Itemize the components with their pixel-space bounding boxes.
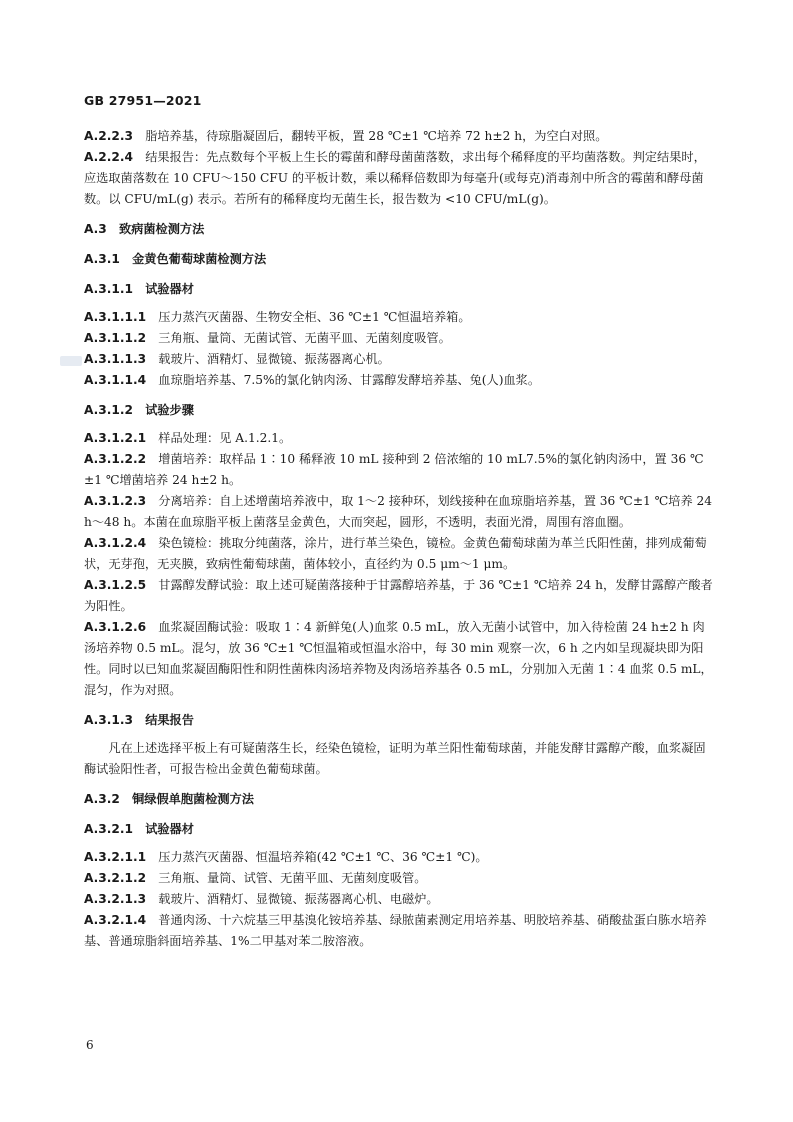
body-paragraph — [84, 738, 716, 780]
clause-item — [84, 868, 716, 889]
clause-number: A.3.1 — [84, 252, 120, 266]
clause-text: 甘露醇发酵试验：取上述可疑菌落接种于甘露醇培养基，于 36 ℃±1 ℃培养 24 h，发酵甘露醇产酸者为阳性。 — [84, 578, 713, 613]
clause-number: A.3.2.1.2 — [84, 871, 147, 885]
spacer — [84, 840, 716, 847]
clause-text: 凡在上述选择平板上有可疑菌落生长，经染色镜检，证明为革兰阳性葡萄球菌，并能发酵甘露醇产酸，血浆凝固酶试验阳性者，可报告检出金黄色葡萄球菌。 — [84, 741, 706, 776]
clause-text: 压力蒸汽灭菌器、恒温培养箱(42 ℃±1 ℃、36 ℃±1 ℃)。 — [158, 850, 488, 864]
spacer — [84, 240, 716, 249]
clause-text: 样品处理：见 A.1.2.1。 — [158, 431, 292, 445]
clause-item — [84, 889, 716, 910]
heading-text: 试验器材 — [145, 282, 194, 296]
clause-item — [84, 126, 716, 147]
clause-number: A.3.1.1.2 — [84, 331, 147, 345]
clause-item — [84, 370, 716, 391]
clause-text: 脂培养基，待琼脂凝固后，翻转平板，置 28 ℃±1 ℃培养 72 h±2 h，为空白对照。 — [145, 129, 608, 143]
clause-number: A.3.1.2.5 — [84, 578, 147, 592]
clause-number: A.3.1.2.6 — [84, 620, 147, 634]
clause-item — [84, 910, 716, 952]
clause-item — [84, 328, 716, 349]
spacer — [84, 421, 716, 428]
document-body — [84, 126, 716, 952]
clause-text: 载玻片、酒精灯、显微镜、振荡器离心机。 — [158, 352, 390, 366]
clause-item — [84, 491, 716, 533]
heading-text: 试验步骤 — [145, 403, 194, 417]
clause-number: A.3.1.1.3 — [84, 352, 147, 366]
clause-item — [84, 449, 716, 491]
section-heading — [84, 710, 716, 731]
clause-number: A.3.1.2.1 — [84, 431, 147, 445]
clause-number: A.3.1.2.3 — [84, 494, 147, 508]
clause-item — [84, 533, 716, 575]
clause-number: A.2.2.3 — [84, 129, 133, 143]
spacer — [84, 810, 716, 819]
clause-number: A.3.2.1 — [84, 822, 133, 836]
clause-number: A.2.2.4 — [84, 150, 133, 164]
section-heading — [84, 789, 716, 810]
clause-number: A.3.1.1 — [84, 282, 133, 296]
heading-text: 铜绿假单胞菌检测方法 — [132, 792, 254, 806]
spacer — [84, 780, 716, 789]
clause-item — [84, 617, 716, 701]
spacer — [84, 701, 716, 710]
clause-item — [84, 147, 716, 210]
clause-text: 血浆凝固酶试验：吸取 1∶4 新鲜兔(人)血浆 0.5 mL，放入无菌小试管中，加入待检菌 24 h±2 h 肉汤培养物 0.5 mL。混匀，放 36 ℃±1 ℃恒温箱或恒温水浴中，每 30 min 观察一次，6 h 之内如呈现凝块即为阳性。同时以已知血浆凝固酶阳性和阴性菌株肉汤培养物及肉汤培养基各 0.5 mL，分别加入无菌 1∶4 血浆 0.5 mL，混匀，作为对照。 — [84, 620, 713, 697]
clause-text: 载玻片、酒精灯、显微镜、振荡器离心机、电磁炉。 — [158, 892, 439, 906]
clause-text: 三角瓶、量筒、无菌试管、无菌平皿、无菌刻度吸管。 — [158, 331, 451, 345]
clause-item — [84, 428, 716, 449]
clause-number: A.3.1.2 — [84, 403, 133, 417]
clause-text: 增菌培养：取样品 1∶10 稀释液 10 mL 接种到 2 倍浓缩的 10 mL7.5%的氯化钠肉汤中，置 36 ℃±1 ℃增菌培养 24 h±2 h。 — [84, 452, 704, 487]
clause-text: 普通肉汤、十六烷基三甲基溴化铵培养基、绿脓菌素测定用培养基、明胶培养基、硝酸盐蛋白胨水培养基、普通琼脂斜面培养基、1%二甲基对苯二胺溶液。 — [84, 913, 707, 948]
clause-item — [84, 349, 716, 370]
clause-number: A.3.1.2.2 — [84, 452, 147, 466]
spacer — [84, 300, 716, 307]
clause-item — [84, 847, 716, 868]
clause-item — [84, 575, 716, 617]
clause-number: A.3.1.1.1 — [84, 310, 147, 324]
clause-number: A.3.2 — [84, 792, 120, 806]
section-heading — [84, 819, 716, 840]
section-heading — [84, 249, 716, 270]
heading-text: 金黄色葡萄球菌检测方法 — [132, 252, 267, 266]
section-heading — [84, 279, 716, 300]
spacer — [84, 391, 716, 400]
section-heading — [84, 400, 716, 421]
clause-text: 分离培养：自上述增菌培养液中，取 1～2 接种环，划线接种在血琼脂培养基，置 36 ℃±1 ℃培养 24 h～48 h。本菌在血琼脂平板上菌落呈金黄色，大而突起，圆形，不透明，表面光滑，周围有溶血圈。 — [84, 494, 713, 529]
heading-text: 试验器材 — [145, 822, 194, 836]
clause-text: 压力蒸汽灭菌器、生物安全柜、36 ℃±1 ℃恒温培养箱。 — [158, 310, 471, 324]
clause-text: 结果报告：先点数每个平板上生长的霉菌和酵母菌菌落数，求出每个稀释度的平均菌落数。判定结果时，应选取菌落数在 10 CFU～150 CFU 的平板计数，乘以稀释倍数即为每毫升(或每克)消毒剂中所含的霉菌和酵母菌数。以 CFU/mL(g) 表示。若所有的稀释度均无菌生长，报告数为 <10 CFU/mL(g)。 — [84, 150, 706, 206]
clause-number: A.3.2.1.1 — [84, 850, 147, 864]
clause-number: A.3.1.2.4 — [84, 536, 147, 550]
margin-mark — [60, 356, 82, 366]
section-heading — [84, 219, 716, 240]
clause-text: 血琼脂培养基、7.5%的氯化钠肉汤、甘露醇发酵培养基、兔(人)血浆。 — [158, 373, 541, 387]
heading-text: 致病菌检测方法 — [118, 222, 205, 236]
spacer — [84, 210, 716, 219]
page-number: 6 — [86, 1038, 94, 1052]
clause-text: 三角瓶、量筒、试管、无菌平皿、无菌刻度吸管。 — [158, 871, 427, 885]
clause-number: A.3.1.3 — [84, 713, 133, 727]
clause-text: 染色镜检：挑取分纯菌落，涂片，进行革兰染色，镜检。金黄色葡萄球菌为革兰氏阳性菌，排列成葡萄状，无芽孢，无夹膜，致病性葡萄球菌，菌体较小，直径约为 0.5 μm～1 μm。 — [84, 536, 707, 571]
clause-number: A.3.2.1.4 — [84, 913, 147, 927]
heading-text: 结果报告 — [145, 713, 194, 727]
clause-number: A.3.1.1.4 — [84, 373, 147, 387]
spacer — [84, 270, 716, 279]
spacer — [84, 731, 716, 738]
clause-number: A.3 — [84, 222, 107, 236]
clause-number: A.3.2.1.3 — [84, 892, 147, 906]
standard-code-header: GB 27951—2021 — [84, 93, 202, 108]
clause-item — [84, 307, 716, 328]
